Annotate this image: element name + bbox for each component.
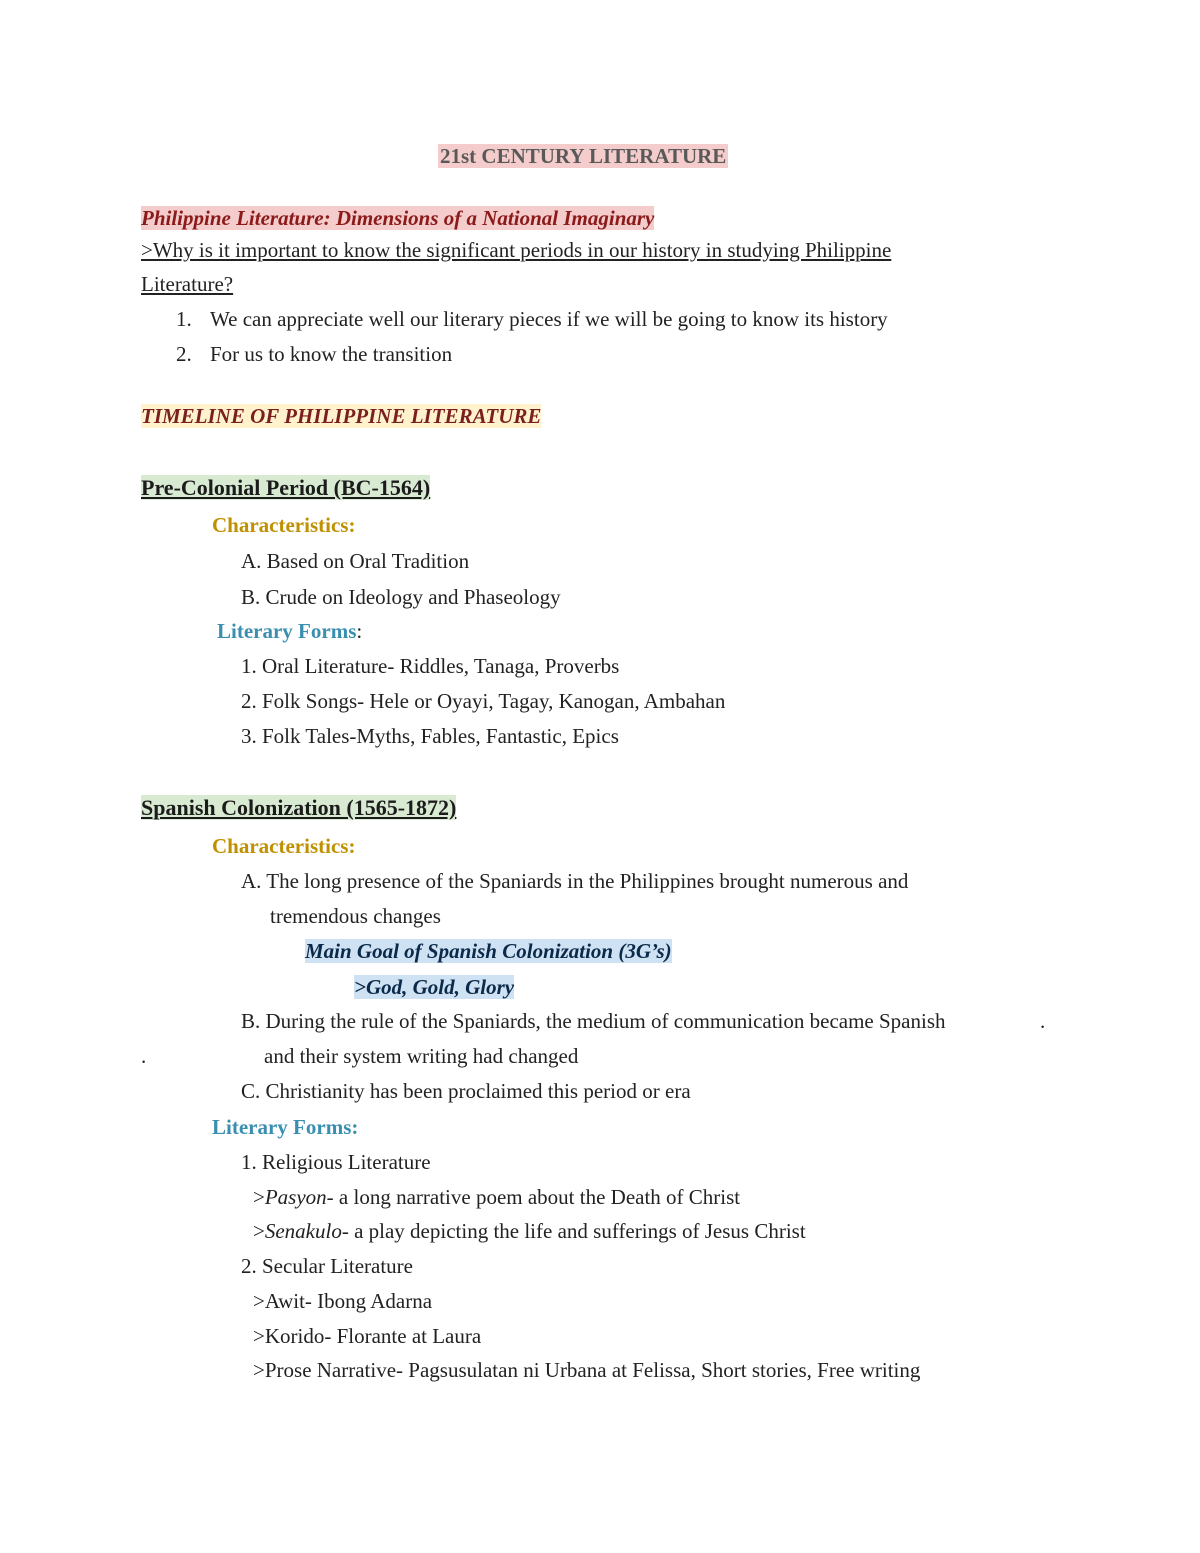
secular-item: >Awit- Ibong Adarna — [253, 1289, 433, 1313]
secular-item: >Korido- Florante at Laura — [253, 1324, 482, 1348]
answer-number: 2. — [176, 342, 192, 366]
senakulo-term: Senakulo — [264, 1219, 342, 1243]
stray-dot-right: . — [1040, 1009, 1046, 1033]
goal-value: >God, Gold, Glory — [354, 975, 515, 999]
goal-label: Main Goal of Spanish Colonization (3G’s) — [305, 939, 672, 963]
stray-dot-left: . — [141, 1044, 147, 1068]
pasyon-term: Pasyon — [264, 1185, 327, 1209]
literary-form-item: 2. Folk Songs- Hele or Oyayi, Tagay, Kanogan, Ambahan — [241, 689, 726, 713]
senakulo-description: - a play depicting the life and sufferings of Jesus Christ — [341, 1219, 806, 1243]
precolonial-characteristics-label: Characteristics: — [212, 513, 356, 537]
characteristic-a-line-1: A. The long presence of the Spaniards in the Philippines brought numerous and — [241, 869, 909, 893]
item-prefix: > — [253, 1219, 265, 1243]
answer-text: We can appreciate well our literary pieces if we will be going to know its history — [210, 307, 888, 331]
literary-form-item: 1. Oral Literature- Riddles, Tanaga, Proverbs — [241, 654, 620, 678]
literary-form-item: 3. Folk Tales-Myths, Fables, Fantastic, Epics — [241, 724, 619, 748]
pasyon-description: - a long narrative poem about the Death of Christ — [326, 1185, 741, 1209]
forms-colon: : — [356, 619, 363, 643]
precolonial-forms-label: Literary Forms — [217, 619, 357, 643]
document-title: 21st CENTURY LITERATURE — [440, 144, 727, 168]
characteristic-a-line-2: tremendous changes — [270, 904, 441, 928]
secular-item: >Prose Narrative- Pagsusulatan ni Urbana at Felissa, Short stories, Free writing — [253, 1358, 921, 1382]
characteristic-b-line-2: and their system writing had changed — [264, 1044, 579, 1068]
goal-label-wrap — [305, 938, 672, 964]
answer-item — [176, 306, 888, 332]
precolonial-heading-wrap — [141, 475, 430, 501]
subtitle: Philippine Literature: Dimensions of a National Imaginary — [141, 206, 655, 230]
question-line-2: Literature? — [141, 272, 234, 296]
religious-literature-label: 1. Religious Literature — [241, 1150, 431, 1174]
spanish-heading-wrap — [141, 795, 456, 821]
pasyon-item — [253, 1184, 740, 1210]
characteristic-b-line-1: B. During the rule of the Spaniards, the medium of communication became Spanish — [241, 1009, 946, 1033]
timeline-heading: TIMELINE OF PHILIPPINE LITERATURE — [141, 404, 542, 428]
timeline-heading-wrap — [141, 403, 541, 429]
answer-item — [176, 341, 452, 367]
answer-text: For us to know the transition — [210, 342, 453, 366]
spanish-heading: Spanish Colonization (1565-1872) — [141, 795, 457, 820]
spanish-characteristics-label: Characteristics: — [212, 834, 356, 858]
question-line-1: >Why is it important to know the significant periods in our history in studying Philippine — [141, 238, 892, 262]
senakulo-item — [253, 1218, 806, 1244]
secular-literature-label: 2. Secular Literature — [241, 1254, 413, 1278]
precolonial-forms-label-wrap — [217, 618, 362, 644]
goal-value-wrap — [354, 974, 514, 1000]
item-prefix: > — [253, 1185, 265, 1209]
document-title-wrap — [438, 143, 728, 169]
spanish-forms-label: Literary Forms: — [212, 1115, 359, 1139]
subtitle-wrap — [141, 205, 654, 231]
characteristic-item: B. Crude on Ideology and Phaseology — [241, 585, 561, 609]
answer-number: 1. — [176, 307, 192, 331]
precolonial-heading: Pre-Colonial Period (BC-1564) — [141, 475, 431, 500]
characteristic-item: A. Based on Oral Tradition — [241, 549, 470, 573]
characteristic-c: C. Christianity has been proclaimed this period or era — [241, 1079, 691, 1103]
